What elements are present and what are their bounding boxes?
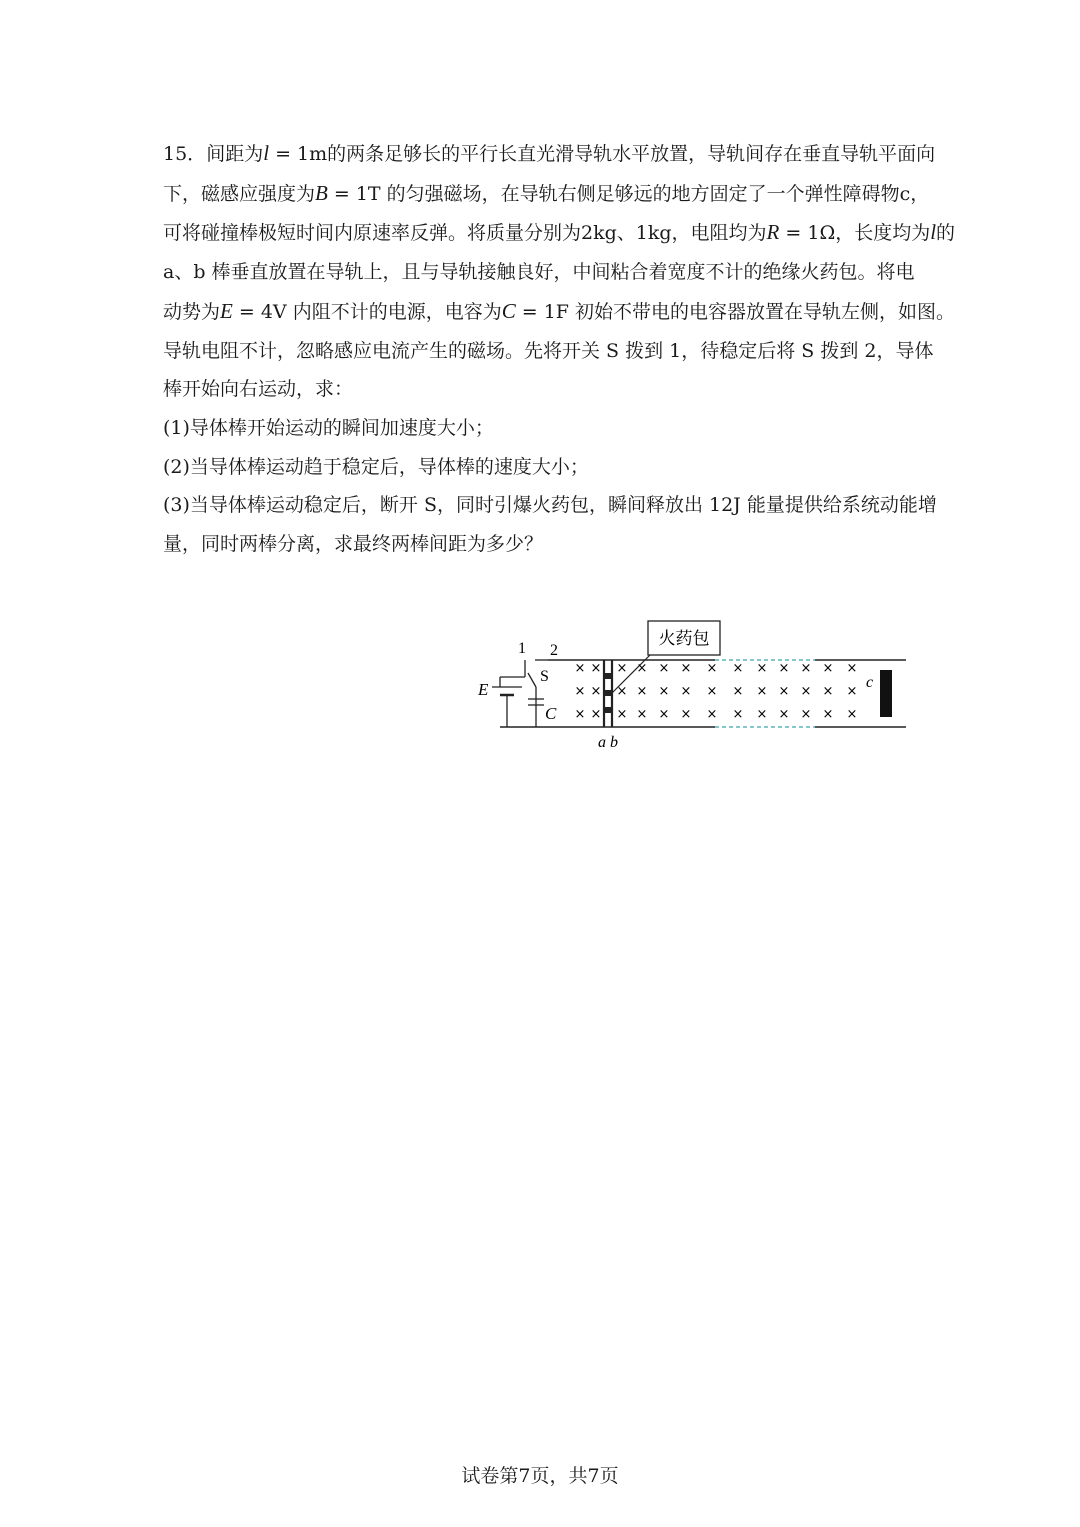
text-run: 间距为 (206, 143, 264, 165)
text-run: = 1m的两条足够长的平行长直光滑导轨水平放置，导轨间存在垂直导轨平面向 (269, 143, 936, 165)
problem-line (163, 213, 956, 253)
label-c: c (866, 674, 874, 691)
text-run: 棒开始向右运动，求： (163, 378, 354, 401)
field-x-mark: × (680, 707, 692, 722)
magnetic-field-marks (575, 661, 858, 722)
field-x-mark: × (658, 661, 670, 676)
field-x-mark: × (590, 684, 602, 699)
question-2: (2)当导体棒运动趋于稳定后，导体棒的速度大小； (163, 455, 589, 478)
powder-dot (605, 690, 611, 696)
switch-blade (528, 673, 536, 687)
field-x-mark: × (778, 707, 790, 722)
problem-line (163, 292, 956, 332)
question-3-cont: 量，同时两棒分离，求最终两棒间距为多少？ (163, 533, 544, 556)
circuit-figure (470, 615, 920, 755)
math-variable: E (220, 298, 233, 323)
field-x-mark: × (706, 707, 718, 722)
field-x-mark: × (822, 684, 834, 699)
problem-line (163, 253, 923, 292)
label-2: 2 (550, 642, 558, 659)
field-x-mark: × (846, 707, 858, 722)
math-variable: C (501, 298, 516, 323)
question-3: (3)当导体棒运动稳定后，断开 S，同时引爆火药包，瞬间释放出 12J 能量提供给系统动能增 (163, 494, 937, 517)
field-x-mark: × (756, 661, 768, 676)
field-x-mark: × (846, 661, 858, 676)
text-run: 的 (936, 222, 956, 245)
field-x-mark: × (800, 661, 812, 676)
field-x-mark: × (732, 707, 744, 722)
text-run: = 1T 的匀强磁场，在导轨右侧足够远的地方固定了一个弹性障碍物c， (327, 182, 930, 205)
text-run: 下，磁感应强度为 (163, 182, 316, 205)
field-x-mark: × (756, 707, 768, 722)
question-1: (1)导体棒开始运动的瞬间加速度大小； (163, 416, 494, 439)
field-x-mark: × (706, 684, 718, 699)
text-run: 导轨电阻不计，忽略感应电流产生的磁场。先将开关 S 拨到 1，待稳定后将 S 拨到 2，导体 (163, 339, 934, 362)
field-x-mark: × (778, 661, 790, 676)
field-x-mark: × (756, 684, 768, 699)
problem-line (163, 174, 930, 214)
field-x-mark: × (590, 661, 602, 676)
field-x-mark: × (706, 661, 718, 676)
field-x-mark: × (732, 661, 744, 676)
text-run: = 4V 内阻不计的电源，电容为 (232, 300, 502, 323)
label-S: S (540, 668, 549, 685)
text-run: = 1Ω，长度均为 (779, 222, 931, 245)
barrier-c (880, 670, 892, 717)
field-x-mark: × (680, 661, 692, 676)
field-x-mark: × (616, 707, 628, 722)
field-x-mark: × (616, 684, 628, 699)
field-x-mark: × (636, 661, 648, 676)
field-x-mark: × (822, 661, 834, 676)
label-ab: a b (598, 734, 618, 751)
powder-label: 火药包 (658, 629, 710, 649)
text-run: a、b 棒垂直放置在导轨上，且与导轨接触良好，中间粘合着宽度不计的绝缘火药包。将电 (163, 261, 915, 284)
label-1: 1 (518, 640, 526, 657)
field-x-mark: × (636, 707, 648, 722)
page-footer: 试卷第7页，共7页 (461, 1465, 619, 1487)
field-x-mark: × (616, 661, 628, 676)
field-x-mark: × (574, 684, 586, 699)
powder-dot (605, 673, 611, 679)
math-variable: R (766, 220, 780, 245)
problem-line (163, 370, 923, 409)
problem-line (163, 332, 934, 371)
field-x-mark: × (800, 707, 812, 722)
field-x-mark: × (658, 684, 670, 699)
circuit-diagram (470, 615, 920, 755)
problem-15 (163, 134, 956, 564)
field-x-mark: × (590, 707, 602, 722)
field-x-mark: × (822, 707, 834, 722)
math-variable: l (930, 220, 937, 245)
problem-line (163, 134, 936, 174)
field-x-mark: × (800, 684, 812, 699)
label-C: C (545, 704, 557, 723)
field-x-mark: × (732, 684, 744, 699)
field-x-mark: × (680, 684, 692, 699)
problem-number: 15． (163, 143, 207, 165)
field-x-mark: × (846, 684, 858, 699)
field-x-mark: × (574, 707, 586, 722)
text-run: 可将碰撞棒极短时间内原速率反弹。将质量分别为2kg、1kg，电阻均为 (163, 222, 767, 245)
math-variable: B (315, 180, 328, 205)
text-run: 动势为 (163, 300, 221, 323)
text-run: = 1F 初始不带电的电容器放置在导轨左侧，如图。 (515, 300, 956, 323)
field-x-mark: × (636, 684, 648, 699)
field-x-mark: × (778, 684, 790, 699)
label-E: E (478, 680, 489, 699)
field-x-mark: × (658, 707, 670, 722)
field-x-mark: × (574, 661, 586, 676)
math-variable: l (263, 141, 270, 165)
powder-dot (605, 707, 611, 713)
